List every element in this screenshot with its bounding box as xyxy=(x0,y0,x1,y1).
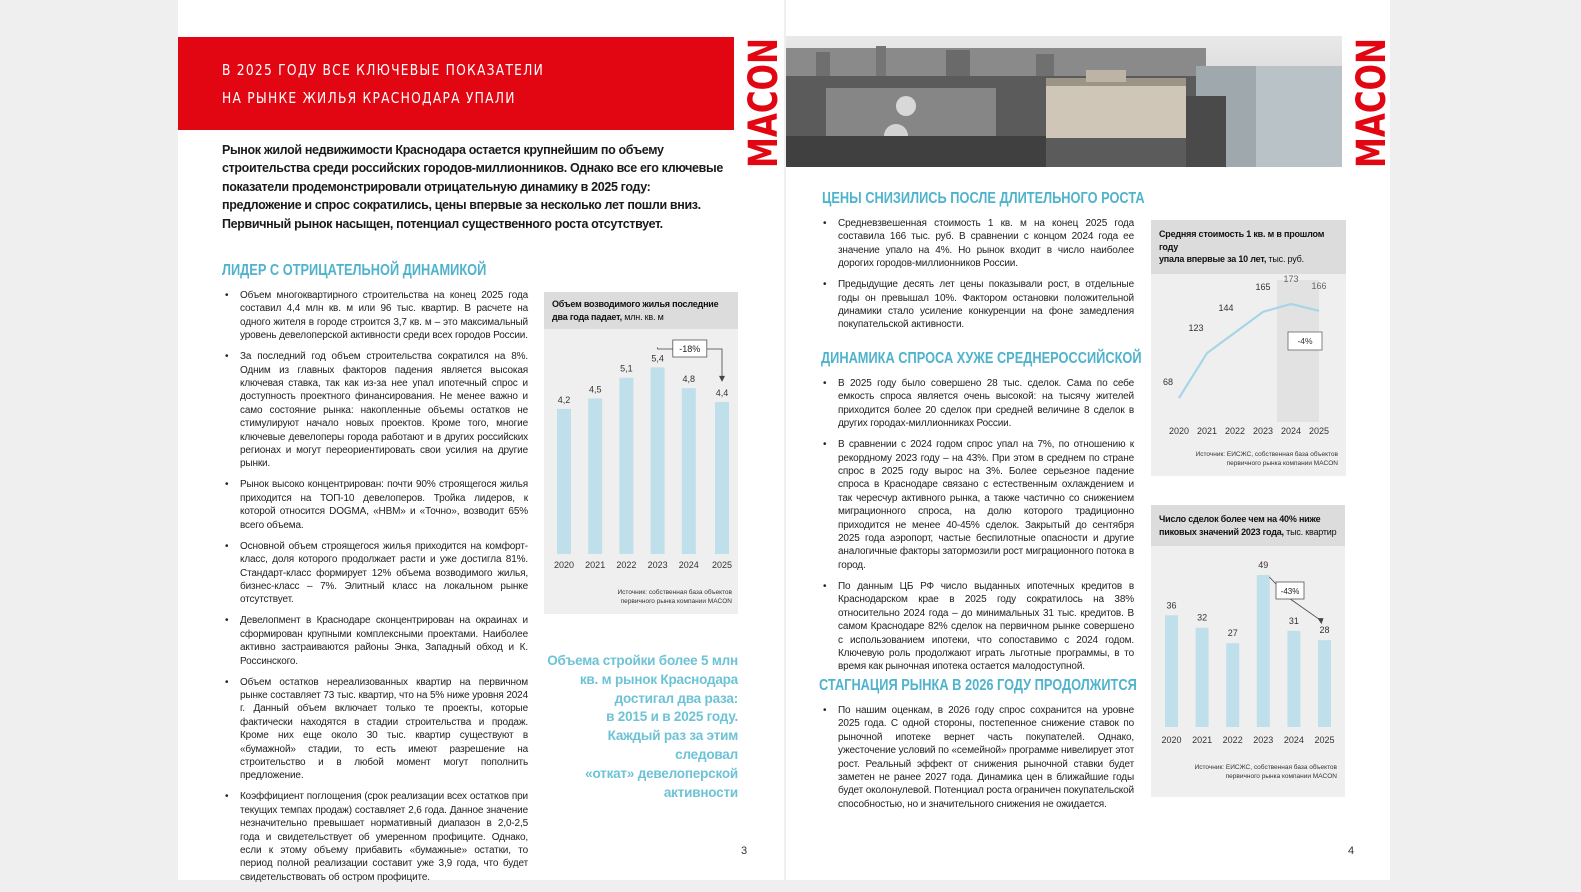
pull-quote: Объема стройки более 5 млн кв. м рынок Краснодара достигал два раза: в 2015 и в 2025 году. Каждый раз за этим следовал «откат» девелоперской активности xyxy=(547,653,738,800)
highlight-band xyxy=(1277,280,1319,422)
bar-2020 xyxy=(1165,615,1178,727)
price-chart-plot xyxy=(1151,220,1346,445)
data-label-2020: 68 xyxy=(1162,377,1174,387)
data-label-2025: 28 xyxy=(1319,625,1330,636)
annotation-label: -4% xyxy=(1297,336,1313,346)
svg-text:MACON: MACON xyxy=(741,0,787,168)
page-right xyxy=(786,0,1395,880)
tick-label-2021: 2021 xyxy=(585,560,606,570)
data-label-2020: 4,2 xyxy=(557,394,571,405)
bar-2023 xyxy=(1257,575,1270,727)
volume-chart-source: Источник: собственная база объектов первичного рынка компании MACON xyxy=(617,589,732,605)
intro-paragraph: Рынок жилой недвижимости Краснодара остается крупнейшим по объему строительства среди российских городов-миллионников. Однако все его ключевые показатели продемонстрировали отрицательную динамику в 2025 году: предложение и спрос сократились, цены впервые за несколько лет пошли вниз. Первичный рынок насыщен, потенциал существенного роста отсутствует. xyxy=(222,143,723,231)
tick-label-2024: 2024 xyxy=(678,560,699,570)
deals-chart-source: Источник: ЕИСЖС, собственная база объектов первичного рынка компании MACON xyxy=(1194,764,1337,780)
bar-2020 xyxy=(557,409,571,554)
data-label-2022: 144 xyxy=(1218,303,1234,313)
data-label-2021: 4,5 xyxy=(588,384,602,395)
data-label-2023: 49 xyxy=(1258,560,1269,570)
tick-label-2022: 2022 xyxy=(616,560,637,570)
svg-text:MACON: MACON xyxy=(1349,0,1395,168)
price-chart-source: Источник: ЕИСЖС, собственная база объектов первичного рынка компании MACON xyxy=(1195,451,1338,467)
tick-label-2023: 2023 xyxy=(647,560,668,570)
list-item: • По данным ЦБ РФ число выданных ипотечных кредитов в Краснодарском крае в 2025 году сократилось на 38% относительно 2024 года – до минимальных 31 тыс. кредитов. В самом Краснодаре 82% сделок на первичном рынке совершено с использованием ипотеки, что сопоставимо с 2024 годом. Ключевую роль продолжают играть льготные программы, в то время как рыночная ипотека остается малодоступной. xyxy=(820,580,1134,674)
data-label-2024: 173 xyxy=(1283,274,1299,284)
list-item: • Коэффициент поглощения (срок реализации всех остатков при текущих темпах продаж) составляет 2,6 года. Данное значение незначительно превышает нормативный диапазон в 2,0-2,5 года и свидетельствует об умеренном профиците. Однако, если к этому объему прибавить «бумажные» остатки, то период полной реализации составит уже 3,9 года, что будет свидетельствовать об остром профиците. xyxy=(222,790,528,884)
page-number: 4 xyxy=(1348,845,1355,857)
tick-label-2023: 2023 xyxy=(1253,735,1274,745)
tick-label-2025: 2025 xyxy=(1314,735,1335,745)
data-label-2024: 31 xyxy=(1288,615,1299,626)
data-label-2020: 36 xyxy=(1166,600,1177,611)
data-label-2021: 123 xyxy=(1188,323,1204,333)
bullet-list-stagnation xyxy=(820,704,1134,819)
tick-label-2022: 2022 xyxy=(1224,426,1246,436)
bullet-list-demand xyxy=(820,377,1134,681)
data-label-2021: 32 xyxy=(1197,612,1208,623)
list-item: • За последний год объем строительства сократился на 8%. Одним из главных факторов падения является высокая ключевая ставка, так как из-за нее упал ипотечный спрос и доступность проектного финансирования. Не менее важно и само состояние рынка: накопленные объемы остатков не стимулируют начало новых проектов. Кроме того, многие ключевые девелоперы города работают и в других российских регионах и могут переориентировать свои усилия на другие рынки. xyxy=(222,350,528,471)
data-label-2025: 4,4 xyxy=(715,387,729,398)
section-title-prices: ЦЕНЫ СНИЗИЛИСЬ ПОСЛЕ ДЛИТЕЛЬНОГО РОСТА xyxy=(822,190,1145,207)
bar-2025 xyxy=(715,402,729,554)
bar-2023 xyxy=(651,367,665,554)
page-left xyxy=(178,0,787,883)
list-item: • Девелопмент в Краснодаре сконцентрирован на окраинах и сформирован крупными комплексными проектами. Наиболее активно застраиваются районы Энка, Западный обход и К. Россинского. xyxy=(222,614,528,668)
bar-2025 xyxy=(1318,640,1331,727)
deals-chart-title: Число сделок более чем на 40% ниже пиковых значений 2023 года, тыс. квартир xyxy=(1151,505,1345,546)
data-label-2025: 166 xyxy=(1311,281,1327,291)
list-item: • Средневзвешенная стоимость 1 кв. м на конец 2025 года составила 166 тыс. руб. В сравнении с концом 2024 года ее значение упало на 4%. Но рынок входит в число наиболее дорогих городов-миллионников России. xyxy=(820,217,1134,271)
page-number: 3 xyxy=(741,845,748,857)
bar-2021 xyxy=(1196,628,1209,727)
tick-label-2021: 2021 xyxy=(1196,426,1218,436)
macon-logo xyxy=(1344,0,1395,168)
list-item: • Объем многоквартирного строительства на конец 2025 года составил 4,4 млн кв. м или 96 тыс. квартир. В расчете на одного жителя в городе строится 3,7 кв. м – это максимальный уровень девелоперской активности среди всех городов России. xyxy=(222,289,528,343)
section-title-demand: ДИНАМИКА СПРОСА ХУЖЕ СРЕДНЕРОССИЙСКОЙ xyxy=(821,350,1142,367)
tick-label-2020: 2020 xyxy=(1161,735,1182,745)
list-item: • В 2025 году было совершено 28 тыс. сделок. Сама по себе емкость спроса является очень высокой: на тысячу жителей приходится более 20 сделок при средней величине 8 сделок в других городах-миллионниках России. xyxy=(820,377,1134,431)
bullet-list-left xyxy=(222,289,528,892)
annotation-arrowhead xyxy=(719,376,725,382)
bullet-list-prices xyxy=(820,217,1134,339)
list-item: • В сравнении с 2024 годом спрос упал на 7%, по отношению к рекордному 2023 году – на 43%. При этом в среднем по стране спрос в 2025 году вырос на 3%. Более серьезное падение спроса в Краснодаре связано с естественным охлаждением и так чересчур активного рынка, а также частично со снижением миграционного спроса, на долю которого традиционно приходится не менее 40-45% сделок. Закрытый до сентября 2025 года аэропорт, частые беспилотные опасности и другие аналогичные факторы затормозили рост миграционного потока в город. xyxy=(820,438,1134,572)
data-label-2023: 165 xyxy=(1255,282,1271,292)
tick-label-2025: 2025 xyxy=(1308,426,1330,436)
data-label-2022: 5,1 xyxy=(620,363,633,374)
annotation-label: -18% xyxy=(679,344,701,354)
header-line-2: НА РЫНКЕ ЖИЛЬЯ КРАСНОДАРА УПАЛИ xyxy=(222,89,516,107)
section-title-leader: ЛИДЕР С ОТРИЦАТЕЛЬНОЙ ДИНАМИКОЙ xyxy=(222,262,487,279)
list-item: • Основной объем строящегося жилья приходится на комфорт-класс, доля которого продолжает расти и уже достигла 81%. Стандарт-класс формирует 12% объема возводимого жилья, бизнес-класс – 7%. Элитный класс на локальном рынке отсутствует. xyxy=(222,540,528,607)
list-item: • По нашим оценкам, в 2026 году спрос сохранится на уровне 2025 года. С одной стороны, постепенное снижение ставок по рыночной ипотеке вернет часть покупателей. Однако, ужесточение условий по «семейной» программе нивелирует этот рост. Реальный эффект от снижения рыночной ставки будет заметен не ранее 2027 года. Динамика цен в ближайшие годы будет околонулевой. Потенциал роста ограничен покупательской способностью, но и значительного снижения не ожидается. xyxy=(820,704,1134,811)
list-item: • Рынок высоко концентрирован: почти 90% строящегося жилья приходится на ТОП-10 девелоперов. Тройка лидеров, к которой относится DOGMA, «НВМ» и «Точно», возводит 65% всего объема. xyxy=(222,478,528,532)
bar-2024 xyxy=(682,388,696,554)
header-line-1: В 2025 ГОДУ ВСЕ КЛЮЧЕВЫЕ ПОКАЗАТЕЛИ xyxy=(222,61,545,79)
annotation-label: -43% xyxy=(1280,587,1300,596)
macon-logo xyxy=(736,0,787,168)
bar-2024 xyxy=(1287,631,1300,727)
header-banner xyxy=(178,37,734,130)
bar-2021 xyxy=(588,398,602,554)
list-item: • Объем остатков нереализованных квартир на первичном рынке составляет 73 тыс. квартир, что на 5% ниже уровня 2024 г. Данный объем включает только те проекты, которые фактически находятся в стадии строительства и продаж. Кроме них еще около 30 тыс. квартир существуют в «бумажной» стадии, то есть имеют разрешение на строительство и в любой момент могут пополнить предложение. xyxy=(222,676,528,783)
tick-label-2020: 2020 xyxy=(1168,426,1190,436)
data-label-2023: 5,4 xyxy=(651,353,664,364)
bar-2022 xyxy=(619,378,633,554)
annotation-line-in xyxy=(1269,577,1276,584)
tick-label-2022: 2022 xyxy=(1222,735,1243,745)
annotation-arrowhead xyxy=(1318,618,1324,624)
volume-chart-plot xyxy=(544,292,738,582)
tick-label-2025: 2025 xyxy=(711,560,733,570)
city-photo xyxy=(786,36,1342,167)
list-item: • Предыдущие десять лет цены показывали рост, в отдельные годы он превышал 10%. Фактором остановки положительной динамики стало усиление конкуренции на фоне замедления покупательской активности. xyxy=(820,278,1134,332)
data-label-2022: 27 xyxy=(1227,628,1238,639)
tick-label-2024: 2024 xyxy=(1283,735,1304,745)
tick-label-2024: 2024 xyxy=(1280,426,1302,436)
deals-chart xyxy=(1151,505,1345,797)
tick-label-2023: 2023 xyxy=(1252,426,1274,436)
data-label-2024: 4,8 xyxy=(682,374,696,385)
price-chart xyxy=(1151,220,1346,476)
volume-chart xyxy=(544,292,738,614)
volume-chart-title: Объем возводимого жилья последние два года падает, млн. кв. м xyxy=(544,292,738,329)
section-title-stagnation: СТАГНАЦИЯ РЫНКА В 2026 ГОДУ ПРОДОЛЖИТСЯ xyxy=(819,677,1137,694)
tick-label-2020: 2020 xyxy=(553,560,575,570)
deals-chart-plot xyxy=(1151,505,1345,755)
tick-label-2021: 2021 xyxy=(1192,735,1213,745)
price-chart-title: Средняя стоимость 1 кв. м в прошлом году упала впервые за 10 лет, тыс. руб. xyxy=(1151,220,1346,274)
bar-2022 xyxy=(1226,643,1239,727)
